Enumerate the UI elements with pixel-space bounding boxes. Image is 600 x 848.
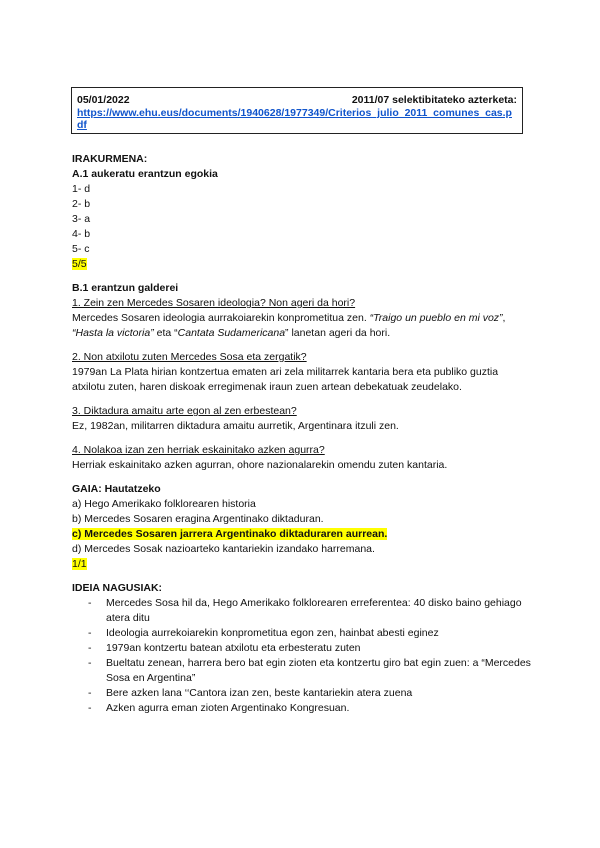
- ideas-list: [72, 596, 532, 716]
- song-title: “Hasta la victoria”: [72, 327, 154, 339]
- list-item: - Bueltatu zenean, harrera bero bat egin zioten eta kontzertu giro bat egin zuen: a “Mercedes Sosa en Argentina”: [72, 656, 532, 686]
- answer-2-line: atxilotu zuten, haren diskoak erregimenak iraun zuen artean debekatuak zeudelako.: [72, 381, 462, 393]
- list-item: - Mercedes Sosa hil da, Hego Amerikako folklorearen erreferentea: 40 disko baino gehiago atera ditu: [72, 596, 532, 626]
- list-item: - 1979an kontzertu batean atxilotu eta erbesteratu zuten: [72, 641, 532, 656]
- answer-item: 4- b: [72, 228, 91, 240]
- list-item: - Bere azken lana ‘‘Cantora izan zen, beste kantariekin atera zuena: [72, 686, 532, 701]
- theme-option: d) Mercedes Sosak nazioarteko kantariekin izandako harremana.: [72, 543, 375, 555]
- answer-2-line: 1979an La Plata hirian kontzertua ematen ari zela militarrek kantaria bera eta publiko guztia: [72, 366, 499, 378]
- header-date: 05/01/2022: [77, 94, 130, 106]
- question-4: 4. Nolakoa izan zen herriak eskainitako azken agurra?: [72, 444, 325, 456]
- header-row: [77, 94, 517, 107]
- theme-option-selected: c) Mercedes Sosaren jarrera Argentinako diktaduraren aurrean.: [72, 528, 388, 540]
- answer-1: Mercedes Sosaren ideologia aurrakoiarekin konprometitua zen. “Traigo un pueblo en mi voz”, “Hasta la victoria” eta “Cantata Sudamericana” lanetan ageri da hori.: [72, 312, 506, 339]
- reading-score: 5/5: [72, 258, 87, 270]
- reading-heading: IRAKURMENA:: [72, 153, 148, 165]
- source-link[interactable]: https://www.ehu.eus/documents/1940628/1977349/Criterios_julio_2011_comunes_cas.pdf: [77, 107, 512, 131]
- theme-heading: GAIA: Hautatzeko: [72, 483, 161, 495]
- question-3: 3. Diktadura amaitu arte egon al zen erbestean?: [72, 405, 297, 417]
- answer-item: 5- c: [72, 243, 90, 255]
- a1-title: A.1 aukeratu erantzun egokia: [72, 168, 218, 180]
- header-exam-title: 2011/07 selektibitateko azterketa:: [351, 94, 517, 106]
- answer-item: 3- a: [72, 213, 91, 225]
- answer-item: 2- b: [72, 198, 91, 210]
- list-item: - Azken agurra eman zioten Argentinako Kongresuan.: [72, 701, 532, 716]
- header-box: [71, 87, 523, 134]
- ideas-heading: IDEIA NAGUSIAK:: [72, 582, 163, 594]
- answer-item: 1- d: [72, 183, 91, 195]
- song-title: “Traigo un pueblo en mi voz”: [369, 312, 503, 324]
- theme-option: a) Hego Amerikako folklorearen historia: [72, 498, 256, 510]
- question-1: 1. Zein zen Mercedes Sosaren ideologia? Non ageri da hori?: [72, 297, 356, 309]
- list-item: - Ideologia aurrekoiarekin konprometitua egon zen, hainbat abesti eginez: [72, 626, 532, 641]
- song-title: Cantata Sudamericana: [177, 327, 286, 339]
- b1-title: B.1 erantzun galderei: [72, 282, 179, 294]
- theme-score: 1/1: [72, 558, 87, 570]
- question-2: 2. Non atxilotu zuten Mercedes Sosa eta zergatik?: [72, 351, 307, 363]
- document-body: [72, 152, 532, 716]
- answer-3: Ez, 1982an, militarren diktadura amaitu aurretik, Argentinara itzuli zen.: [72, 420, 399, 432]
- theme-option: b) Mercedes Sosaren eragina Argentinako diktaduran.: [72, 513, 324, 525]
- answer-4: Herriak eskainitako azken agurran, ohore nazionalarekin omendu zuten kantaria.: [72, 459, 448, 471]
